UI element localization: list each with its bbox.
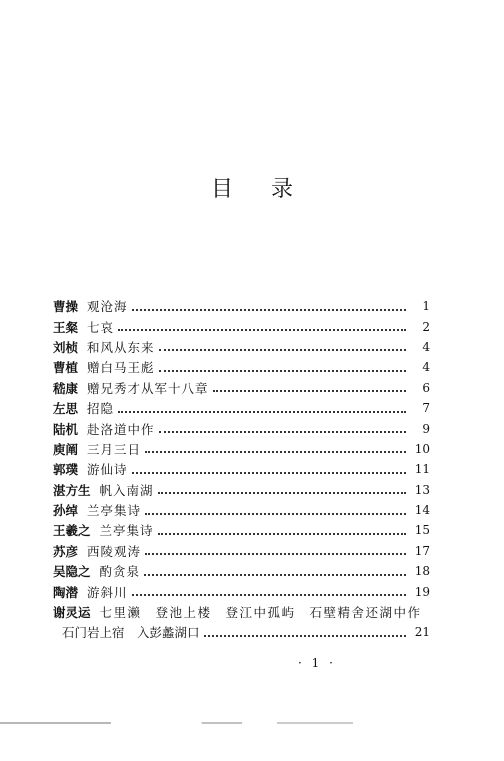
toc-work-title: 招隐	[87, 401, 115, 417]
toc-page-number: 21	[414, 625, 430, 640]
toc-page-number: 15	[414, 523, 430, 538]
toc-entry	[53, 378, 430, 398]
toc-leader-dots	[145, 552, 406, 555]
toc-leader-dots	[159, 430, 406, 433]
page-folio: · 1 ·	[298, 656, 336, 670]
toc-work-title: 赠白马王彪	[87, 360, 155, 376]
toc-work-title: 帆入南湖	[99, 482, 154, 498]
toc-work-title: 兰亭集诗	[99, 523, 154, 539]
toc-work-title: 和风从东来	[87, 339, 155, 355]
toc-author: 谢灵运	[53, 605, 91, 621]
toc-page-number: 4	[422, 360, 430, 375]
toc-author: 刘桢	[53, 339, 79, 355]
toc-page-number: 18	[414, 564, 430, 579]
toc-entry	[53, 398, 430, 418]
toc-author: 嵇康	[53, 380, 79, 396]
toc-entry	[53, 439, 430, 459]
toc-entries	[53, 296, 430, 602]
toc-leader-dots	[145, 512, 406, 515]
toc-leader-dots	[158, 532, 406, 535]
toc-work-line-1: 七里濑 登池上楼 登江中孤屿 石壁精舍还湖中作	[99, 605, 422, 621]
toc-work-title: 三月三日	[87, 441, 142, 457]
page-title: 目录	[210, 177, 331, 202]
table-of-contents	[53, 296, 430, 643]
toc-work-title: 七哀	[87, 319, 115, 335]
toc-entry	[53, 541, 430, 561]
toc-work-title: 赠兄秀才从军十八章	[87, 380, 209, 396]
toc-entry-continuation	[53, 622, 430, 642]
toc-work-title: 观沧海	[87, 299, 128, 315]
toc-work-line-2: 石门岩上宿 入彭蠡湖口	[62, 625, 200, 641]
toc-leader-dots	[118, 328, 406, 331]
toc-page-number: 4	[422, 339, 430, 354]
toc-leader-dots	[118, 410, 406, 413]
toc-author: 曹植	[53, 360, 79, 376]
toc-entry	[53, 459, 430, 479]
toc-work-title: 游斜川	[87, 584, 128, 600]
toc-entry	[53, 357, 430, 377]
toc-entry	[53, 296, 430, 316]
toc-page-number: 14	[414, 503, 430, 518]
toc-page-number: 9	[422, 421, 430, 436]
toc-leader-dots	[132, 593, 406, 596]
toc-leader-dots	[204, 634, 406, 637]
toc-entry	[53, 316, 430, 336]
toc-page-number: 17	[414, 543, 430, 558]
toc-entry	[53, 561, 430, 581]
toc-author: 吴隐之	[53, 564, 91, 580]
toc-entry	[53, 520, 430, 540]
toc-entry	[53, 500, 430, 520]
toc-entry-wrapped	[53, 602, 430, 622]
toc-work-title: 赴洛道中作	[87, 421, 155, 437]
toc-leader-dots	[213, 389, 406, 392]
toc-page-number: 2	[422, 319, 430, 334]
toc-entry	[53, 581, 430, 601]
toc-author: 郭璞	[53, 462, 79, 478]
toc-work-title: 兰亭集诗	[87, 503, 142, 519]
toc-entry	[53, 480, 430, 500]
toc-entry	[53, 418, 430, 438]
toc-work-title: 酌贪泉	[99, 564, 141, 580]
toc-page-number: 19	[414, 584, 430, 599]
toc-leader-dots	[144, 573, 406, 576]
toc-author: 王粲	[53, 319, 79, 335]
scan-artifact-line	[0, 722, 504, 724]
toc-author: 湛方生	[53, 482, 91, 498]
toc-author: 王羲之	[53, 523, 91, 539]
toc-author: 陶潜	[53, 584, 79, 600]
toc-page-number: 1	[422, 299, 430, 314]
toc-leader-dots	[158, 491, 406, 494]
toc-page-number: 11	[414, 462, 430, 477]
toc-leader-dots	[132, 308, 406, 311]
toc-page-number: 7	[422, 401, 430, 416]
toc-leader-dots	[159, 369, 406, 372]
toc-work-title: 游仙诗	[87, 462, 128, 478]
toc-work-title: 西陵观涛	[87, 543, 142, 559]
toc-page-number: 10	[414, 441, 430, 456]
toc-leader-dots	[159, 348, 406, 351]
toc-author: 陆机	[53, 421, 79, 437]
toc-author: 曹操	[53, 299, 79, 315]
toc-leader-dots	[132, 471, 406, 474]
toc-author: 左思	[53, 401, 79, 417]
toc-author: 庾阐	[53, 441, 79, 457]
toc-page-number: 13	[414, 482, 430, 497]
toc-author: 孙绰	[53, 503, 79, 519]
toc-page-number: 6	[422, 380, 430, 395]
toc-leader-dots	[145, 450, 406, 453]
toc-author: 苏彦	[53, 543, 79, 559]
toc-entry	[53, 337, 430, 357]
